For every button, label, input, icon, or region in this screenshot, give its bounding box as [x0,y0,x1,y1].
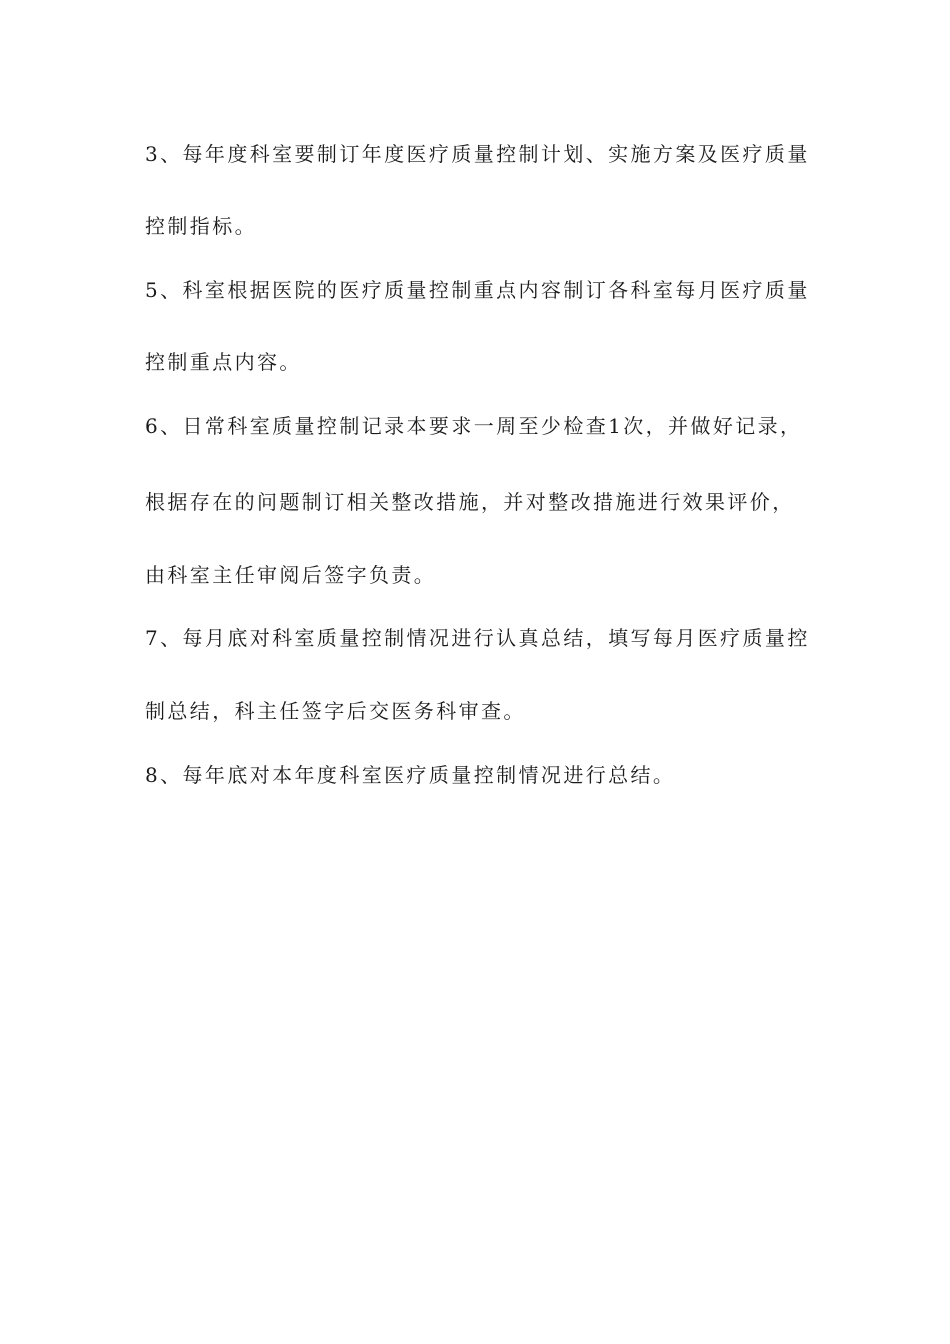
paragraph-6-line-1: 6、日常科室质量控制记录本要求一周至少检查1次，并做好记录， [145,414,803,438]
paragraph-3-line-1: 3、每年度科室要制订年度医疗质量控制计划、实施方案及医疗质量 [145,142,810,166]
paragraph-3-line-2: 控制指标。 [145,214,257,238]
paragraph-8-line-1: 8、每年底对本年度科室医疗质量控制情况进行总结。 [145,763,676,787]
paragraph-5-line-1: 5、科室根据医院的医疗质量控制重点内容制订各科室每月医疗质量 [145,278,810,302]
paragraph-7-line-1: 7、每月底对科室质量控制情况进行认真总结，填写每月医疗质量控 [145,626,810,650]
paragraph-7-line-2: 制总结，科主任签字后交医务科审查。 [145,699,526,723]
paragraph-5-line-2: 控制重点内容。 [145,350,302,374]
paragraph-6-line-2: 根据存在的问题制订相关整改措施，并对整改措施进行效果评价， [145,490,795,514]
paragraph-6-line-3: 由科室主任审阅后签字负责。 [145,563,437,587]
